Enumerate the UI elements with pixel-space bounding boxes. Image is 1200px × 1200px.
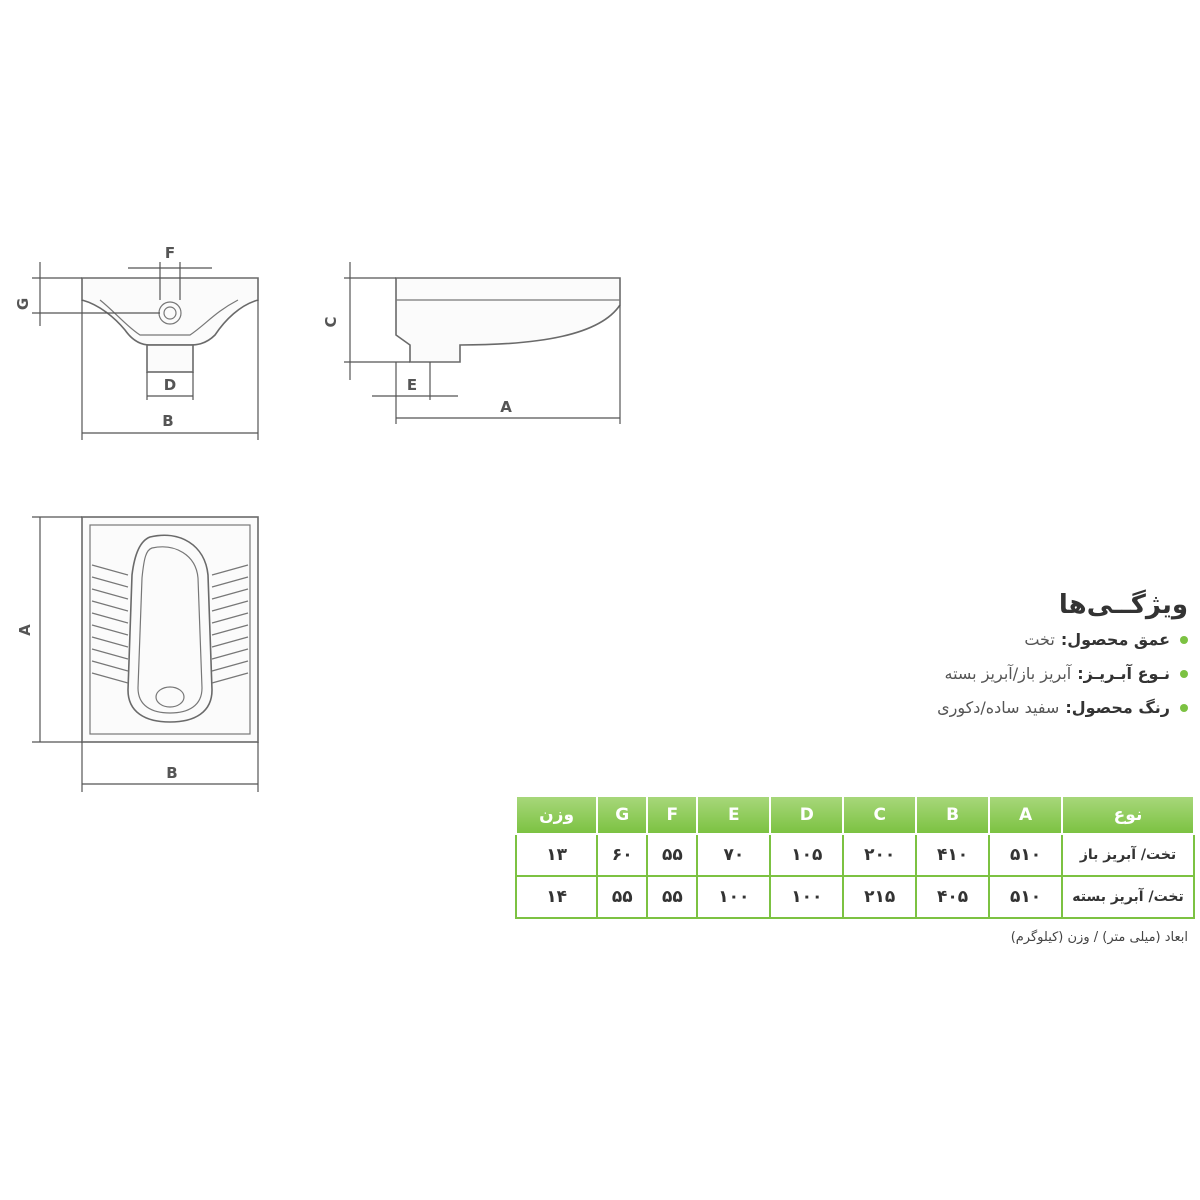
dim-label-b-front: B — [162, 412, 174, 430]
side-view — [322, 262, 620, 424]
table-cell: ۱۴ — [516, 876, 597, 918]
table-cell: ۱۰۰ — [770, 876, 843, 918]
table-cell: تخت/ آبریز باز — [1062, 834, 1194, 876]
dim-label-d: D — [163, 376, 177, 394]
spec-item-drain — [788, 664, 1188, 683]
table-cell: تخت/ آبریز بسته — [1062, 876, 1194, 918]
specs-title: ویژگــی‌ها — [1058, 590, 1188, 620]
table-cell: ۵۵ — [597, 876, 647, 918]
spec-label: نـوع آبـریـز: — [1077, 664, 1170, 683]
bullet-icon — [1180, 704, 1188, 712]
dim-label-f: F — [164, 244, 176, 262]
spec-value: سفید ساده/دکوری — [937, 698, 1060, 717]
header-e: E — [697, 796, 770, 834]
dim-label-a-side: A — [500, 398, 512, 416]
header-c: C — [843, 796, 916, 834]
top-view — [16, 517, 258, 792]
spec-item-depth — [788, 630, 1188, 649]
header-g: G — [597, 796, 647, 834]
table-cell: ۷۰ — [697, 834, 770, 876]
table-cell: ۵۱۰ — [989, 876, 1062, 918]
table-cell: ۴۱۰ — [916, 834, 989, 876]
table-cell: ۶۰ — [597, 834, 647, 876]
bullet-icon — [1180, 670, 1188, 678]
dimensions-table — [515, 795, 1195, 919]
table-header-row — [516, 796, 1194, 834]
table-cell: ۱۰۰ — [697, 876, 770, 918]
spec-value: آبریز باز/آبریز بسته — [944, 664, 1072, 683]
table-cell: ۵۵ — [647, 876, 697, 918]
table-cell: ۵۵ — [647, 834, 697, 876]
units-note: ابعاد (میلی متر) / وزن (کیلوگرم) — [1010, 930, 1188, 945]
dim-label-e: E — [406, 376, 418, 394]
dim-label-g: G — [14, 297, 32, 311]
spec-label: رنگ محصول: — [1065, 698, 1170, 717]
spec-item-color — [788, 698, 1188, 717]
header-d: D — [770, 796, 843, 834]
dim-label-b-top: B — [166, 764, 178, 782]
table-cell: ۲۰۰ — [843, 834, 916, 876]
specs-section — [788, 590, 1188, 732]
table-row — [516, 876, 1194, 918]
header-weight: وزن — [516, 796, 597, 834]
header-a: A — [989, 796, 1062, 834]
header-b: B — [916, 796, 989, 834]
header-f: F — [647, 796, 697, 834]
dim-label-a-top: A — [16, 624, 34, 636]
table-cell: ۴۰۵ — [916, 876, 989, 918]
front-view — [14, 244, 258, 440]
spec-label: عمق محصول: — [1060, 630, 1170, 649]
bullet-icon — [1180, 636, 1188, 644]
table-row — [516, 834, 1194, 876]
spec-value: تخت — [1024, 630, 1055, 649]
table-cell: ۵۱۰ — [989, 834, 1062, 876]
header-type: نوع — [1062, 796, 1194, 834]
table-cell: ۱۳ — [516, 834, 597, 876]
table-cell: ۲۱۵ — [843, 876, 916, 918]
dim-label-c: C — [322, 316, 340, 328]
table-cell: ۱۰۵ — [770, 834, 843, 876]
